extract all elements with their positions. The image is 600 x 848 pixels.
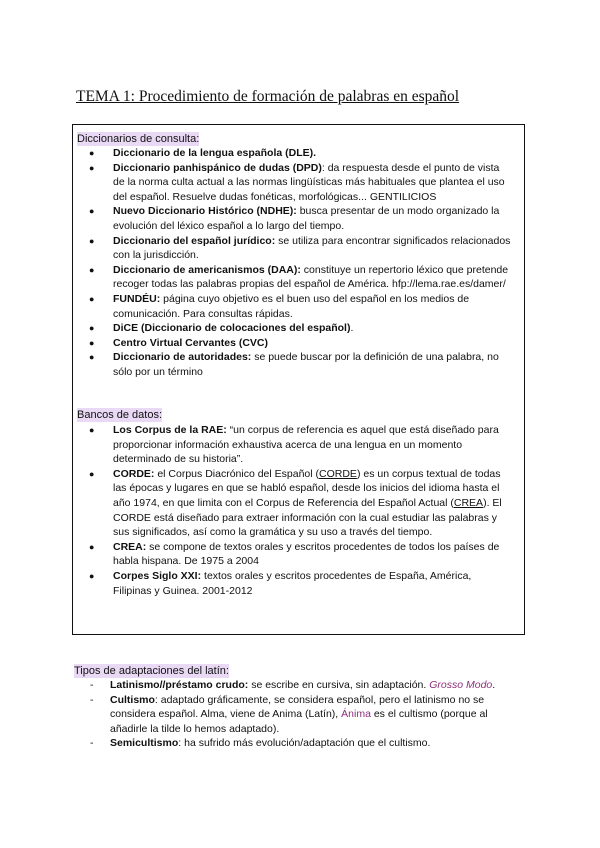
bullet-icon: ● [89,541,95,552]
dictionaries-box [72,124,525,635]
dash-icon: - [90,679,94,691]
dictionary-list [73,146,512,380]
list-item: ● Diccionario de autoridades: se puede buscar por la definición de una palabra, no sólo por un término [89,351,499,378]
bullet-icon: ● [89,425,95,435]
page-title: TEMA 1: Procedimiento de formación de palabras en español [76,88,460,105]
list-item: ● DiCE (Diccionario de colocaciones del español). [89,322,354,335]
list-item: ● Diccionario del español jurídico: se utiliza para encontrar significados relacionados con la jurisdicción. [89,234,511,262]
section-label-adaptations: Tipos de adaptaciones del latín: [74,665,229,677]
list-item: - Cultismo: adaptado gráficamente, se considera español, pero el latinismo no se considera español. Alma, viene de Anima (Latín), Ánima es el cultismo (porque al añadirle la tilde lo hemos adaptado). [90,693,488,735]
section-label-dictionaries: Diccionarios de consulta: [77,133,200,145]
list-item: ● Diccionario panhispánico de dudas (DPD): da respuesta desde el punto de vista de la norma culta actual a las normas lingüísticas más habituales que plantea el uso del español. Resuelve dudas fonéticas, morfológicas... GENTILICIOS [89,161,505,203]
bullet-icon: ● [89,468,95,479]
list-item: ● Centro Virtual Cervantes (CVC) [89,336,269,349]
list-item: ● Nuevo Diccionario Histórico (NDHE): busca presentar de un modo organizado la evolución del léxico español a lo largo del tiempo. [89,205,500,232]
list-item: - Latinismo//préstamo crudo: se escribe en cursiva, sin adaptación. Grosso Modo. [90,679,496,691]
section-label-databases: Bancos de datos: [77,409,163,421]
list-item: ● Diccionario de americanismos (DAA): constituye un repertorio léxico que pretende recoger todas las palabras propias del español de América. hfp://lema.rae.es/damer/ [89,263,509,291]
list-item: - Semicultismo: ha sufrido más evolución/adaptación que el cultismo. [90,737,431,750]
dash-icon: - [90,737,94,750]
bullet-icon: ● [89,337,95,348]
list-item: ● CREA: se compone de textos orales y escritos procedentes de todos los países de habla hispana. De 1975 a 2004 [89,540,500,568]
bullet-icon: ● [89,323,95,334]
crea-link[interactable]: CREA [453,496,484,509]
bullet-icon: ● [89,352,95,363]
adaptation-list [72,678,522,751]
bullet-icon: ● [89,235,95,246]
bullet-icon: ● [89,264,95,275]
corde-link[interactable]: CORDE [319,467,357,480]
list-item: ● FUNDÉU: página cuyo objetivo es el buen uso del español en los medios de comunicación. Para consultas rápidas. [89,292,470,320]
dash-icon: - [90,693,94,706]
database-list [73,423,512,598]
bullet-icon: ● [89,206,95,217]
list-item: ● Corpes Siglo XXI: textos orales y escritos procedentes de España, América, Filipinas y Guinea. 2001-2012 [89,569,472,597]
list-item: ● Diccionario de la lengua española (DLE). [89,147,317,159]
bullet-icon: ● [89,148,95,158]
bullet-icon: ● [89,293,95,304]
list-item: ● Los Corpus de la RAE: “un corpus de referencia es aquel que está diseñado para proporcionar información exhaustiva acerca de una lengua en un momento determinado de su historia”. [89,424,499,466]
bullet-icon: ● [89,162,95,173]
list-item: ● CORDE: el Corpus Diacrónico del Español (CORDE) es un corpus textual de todas las épocas y lugares en que se habló español, desde los inicios del idioma hasta el año 1974, en que limita con el Corpus de Referencia del Español Actual (CREA). El CORDE está diseñado para extraer información con la cual estudiar las palabras y sus significados, así como la gramática y su uso a través del tiempo. [89,467,502,539]
bullet-icon: ● [89,570,95,581]
